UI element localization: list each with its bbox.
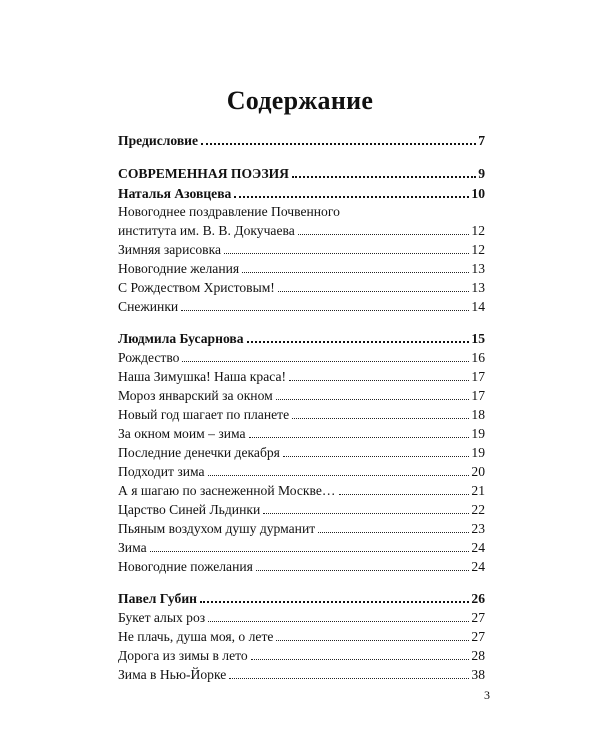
toc-entry[interactable] (118, 258, 485, 277)
toc-entry[interactable] (118, 626, 485, 645)
toc-entry[interactable] (118, 537, 485, 556)
toc-entry-page: 22 (471, 502, 485, 517)
toc-entry-label: С Рождеством Христовым! (118, 280, 275, 295)
toc-entry[interactable] (118, 645, 485, 664)
dot-leader (181, 310, 469, 311)
toc-entry-page: 12 (471, 223, 485, 238)
dot-leader (298, 234, 470, 235)
toc-entry-page: 27 (471, 629, 485, 644)
toc-entry-label: СОВРЕМЕННАЯ ПОЭЗИЯ (118, 166, 290, 181)
toc-entry[interactable] (118, 518, 485, 537)
dot-leader (201, 143, 476, 145)
toc-entry-page: 10 (471, 186, 485, 201)
dot-leader (263, 513, 469, 514)
dot-leader (256, 570, 470, 571)
dot-leader (249, 437, 470, 438)
toc-entry-label: Павел Губин (118, 591, 197, 606)
dot-leader (208, 475, 470, 476)
toc-entry[interactable] (118, 664, 485, 683)
dot-leader (339, 494, 470, 495)
toc-entry-page: 17 (471, 369, 485, 384)
toc-entry[interactable] (118, 423, 485, 442)
toc-entry-label: Букет алых роз (118, 610, 206, 625)
toc-entry[interactable] (118, 556, 485, 575)
toc-entry-page: 27 (471, 610, 485, 625)
toc-entry-page: 19 (471, 426, 485, 441)
toc-entry-label: Предисловие (118, 133, 199, 148)
toc-entry[interactable] (118, 385, 485, 404)
dot-leader (251, 659, 470, 660)
toc-entry[interactable] (118, 220, 485, 239)
dot-leader (318, 532, 469, 533)
toc-entry-label: Рождество (118, 350, 180, 365)
toc-entry-page: 38 (471, 667, 485, 682)
toc-entry-label: Царство Синей Льдинки (118, 502, 261, 517)
dot-leader (278, 291, 470, 292)
dot-leader (200, 601, 469, 603)
toc-entry-page: 13 (471, 280, 485, 295)
toc-entry-page: 24 (471, 559, 485, 574)
toc-entry-label: Пьяным воздухом душу дурманит (118, 521, 316, 536)
toc-entry-page: 18 (471, 407, 485, 422)
toc-entry-label: Зима в Нью-Йорке (118, 667, 227, 682)
toc-entry-label: института им. В. В. Докучаева (118, 223, 295, 238)
page-title: Содержание (226, 86, 374, 115)
toc-entry-label: За окном моим – зима (118, 426, 246, 441)
dot-leader (234, 196, 469, 198)
toc-entry-page: 19 (471, 445, 485, 460)
toc-entry-page: 21 (471, 483, 485, 498)
toc-entry-label: Дорога из зимы в лето (118, 648, 248, 663)
toc-entry-label: Новогодние пожелания (118, 559, 253, 574)
toc-entry-page: 17 (471, 388, 485, 403)
toc-entry[interactable] (118, 277, 485, 296)
toc-entry[interactable] (118, 404, 485, 423)
toc-entry-label: Зимняя зарисовка (118, 242, 222, 257)
toc-entry-page: 9 (478, 166, 485, 181)
toc-entry-page: 14 (471, 299, 485, 314)
dot-leader (229, 678, 469, 679)
toc-entry-page: 23 (471, 521, 485, 536)
dot-leader (289, 380, 469, 381)
dot-leader (208, 621, 469, 622)
toc-entry-page: 13 (471, 261, 485, 276)
dot-leader (150, 551, 470, 552)
dot-leader (242, 272, 469, 273)
toc-entry-page: 7 (478, 133, 485, 148)
toc-entry[interactable] (118, 607, 485, 626)
toc-entry-page: 28 (471, 648, 485, 663)
toc-entry-label: Подходит зима (118, 464, 205, 479)
toc-entry-label: Новый год шагает по планете (118, 407, 290, 422)
toc-entry-label: Последние денечки декабря (118, 445, 280, 460)
toc-author-busarnova[interactable] (118, 328, 485, 347)
toc-entry-label: Снежинки (118, 299, 179, 314)
toc-entry-page: 15 (471, 331, 485, 346)
toc-entry[interactable] (118, 499, 485, 518)
toc-entry-label: Наша Зимушка! Наша краса! (118, 369, 287, 384)
dot-leader (247, 341, 470, 343)
toc-entry-label: Новогодние желания (118, 261, 240, 276)
toc-entry[interactable] (118, 347, 485, 366)
toc-entry-preface[interactable] (118, 130, 485, 149)
dot-leader (224, 253, 469, 254)
toc-entry-label: Наталья Азовцева (118, 186, 232, 201)
toc-author-gubin[interactable] (118, 588, 485, 607)
toc-entry-page: 20 (471, 464, 485, 479)
toc-entry-label: А я шагаю по заснеженной Москве… (118, 483, 336, 498)
dot-leader (292, 176, 476, 178)
toc-author-azovtseva[interactable] (118, 183, 485, 202)
dot-leader (182, 361, 469, 362)
toc-entry-label: Мороз январский за окном (118, 388, 273, 403)
toc-entry[interactable] (118, 442, 485, 461)
dot-leader (276, 399, 470, 400)
dot-leader (276, 640, 469, 641)
toc-entry-page: 24 (471, 540, 485, 555)
toc-entry[interactable] (118, 296, 485, 315)
page-number: 3 (484, 688, 490, 702)
dot-leader (283, 456, 470, 457)
toc-entry-page: 16 (471, 350, 485, 365)
toc-entry-label: Не плачь, душа моя, о лете (118, 629, 274, 644)
dot-leader (292, 418, 469, 419)
toc-entry-page: 12 (471, 242, 485, 257)
toc-entry-label: Людмила Бусарнова (118, 331, 244, 346)
toc-entry[interactable] (118, 461, 485, 480)
toc-entry[interactable] (118, 480, 485, 499)
toc-section-modern-poetry[interactable] (118, 163, 485, 182)
toc-entry-label: Зима (118, 540, 147, 555)
toc-entry[interactable] (118, 239, 485, 258)
toc-entry-label-continued[interactable]: Новогоднее поздравление Почвенного (118, 204, 340, 219)
toc-entry-page: 26 (471, 591, 485, 606)
toc-entry[interactable] (118, 366, 485, 385)
